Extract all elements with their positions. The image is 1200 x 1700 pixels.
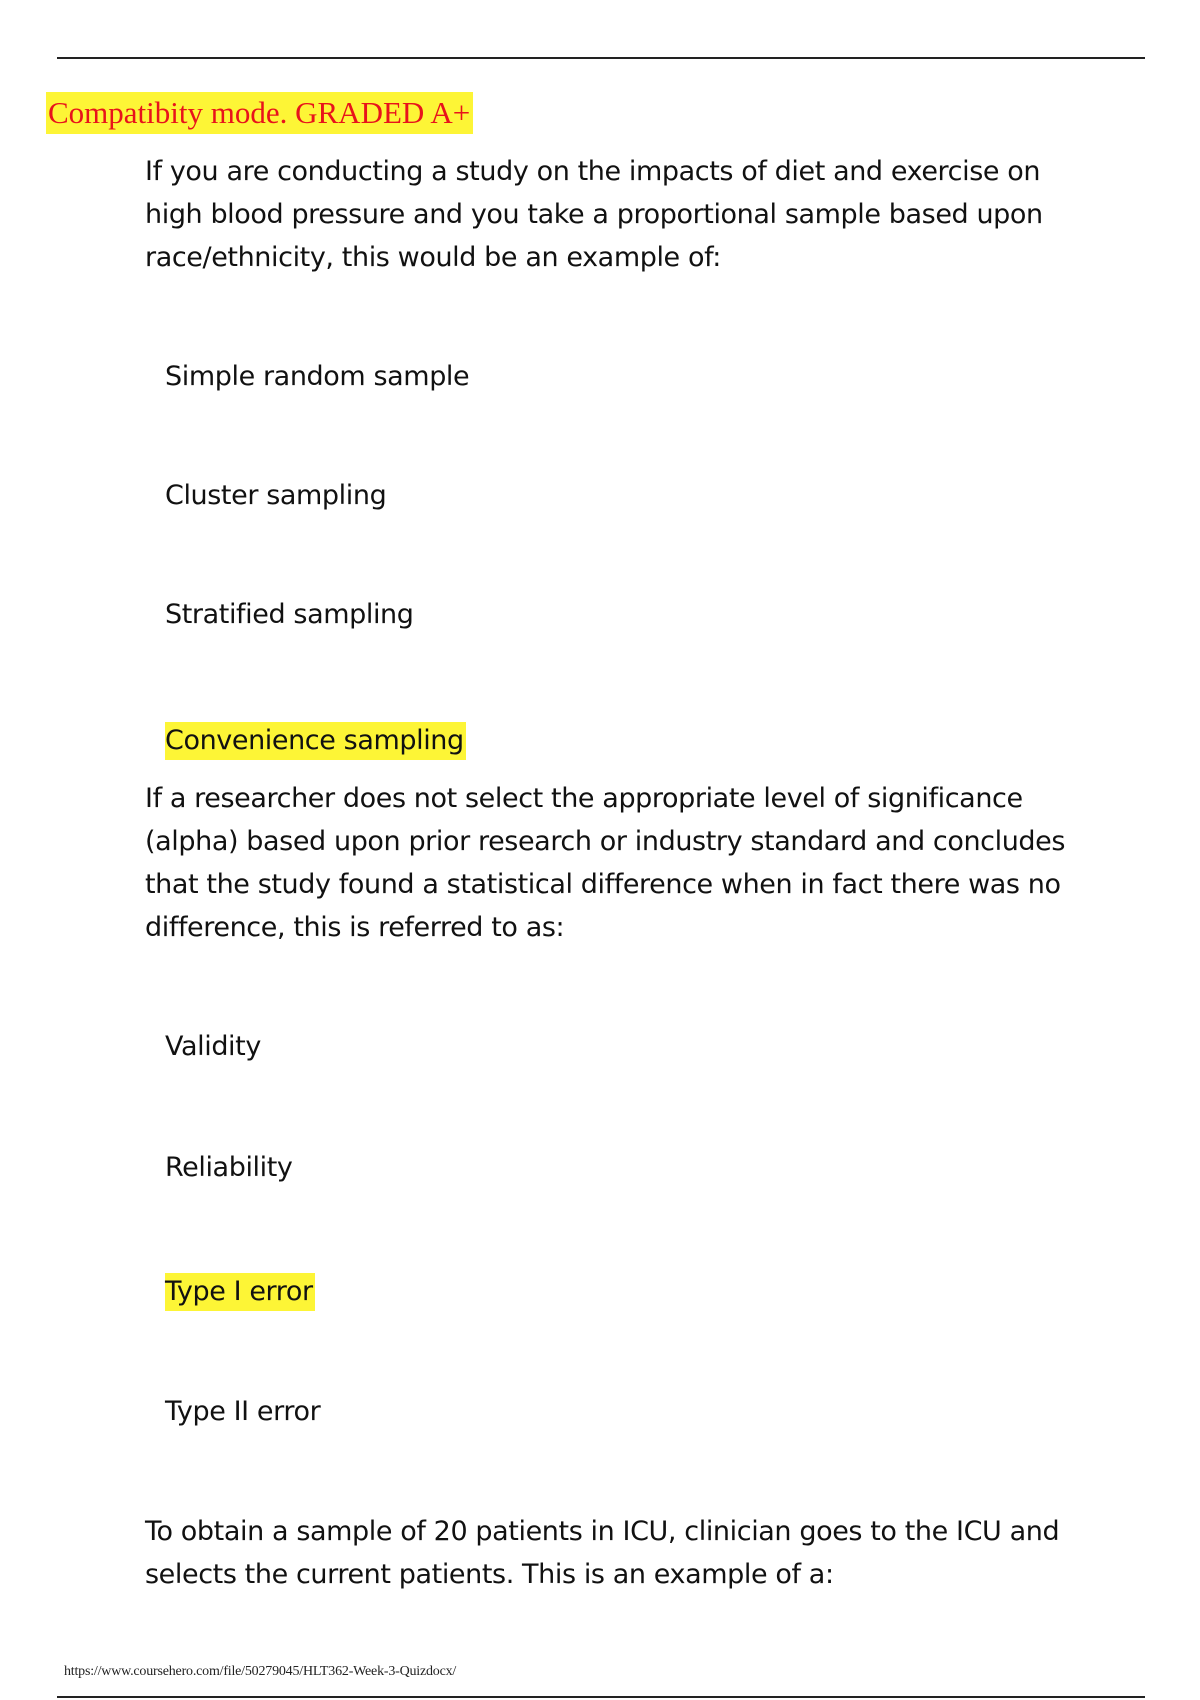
question-2-text: If a researcher does not select the appropriate level of significance (alpha) based upon prior research or industry standard and concludes that the study found a statistical difference when in fact there was no difference, this is referred to as: bbox=[145, 783, 1066, 943]
question-2-option-4: Type II error bbox=[165, 1396, 321, 1427]
question-1-option-3: Stratified sampling bbox=[165, 599, 414, 630]
question-1-option-2: Cluster sampling bbox=[165, 480, 387, 511]
question-2-option-1: Validity bbox=[165, 1031, 261, 1062]
bottom-rule bbox=[57, 1696, 1145, 1698]
question-1-text: If you are conducting a study on the impacts of diet and exercise on high blood pressure and you take a proportional sample based upon race/ethnicity, this would be an example of: bbox=[145, 156, 1043, 273]
question-2-option-2: Reliability bbox=[165, 1152, 293, 1183]
question-1-option-4-highlighted: Convenience sampling bbox=[165, 722, 466, 760]
question-1-option-1: Simple random sample bbox=[165, 361, 470, 392]
top-rule bbox=[57, 57, 1145, 59]
question-2-option-3-highlighted: Type I error bbox=[165, 1273, 315, 1311]
footer-source-url[interactable]: https://www.coursehero.com/file/50279045/HLT362-Week-3-Quizdocx/ bbox=[64, 1664, 457, 1679]
document-header: Compatibity mode. GRADED A+ bbox=[46, 92, 473, 134]
question-3-text: To obtain a sample of 20 patients in ICU, clinician goes to the ICU and selects the current patients. This is an example of a: bbox=[145, 1516, 1060, 1590]
